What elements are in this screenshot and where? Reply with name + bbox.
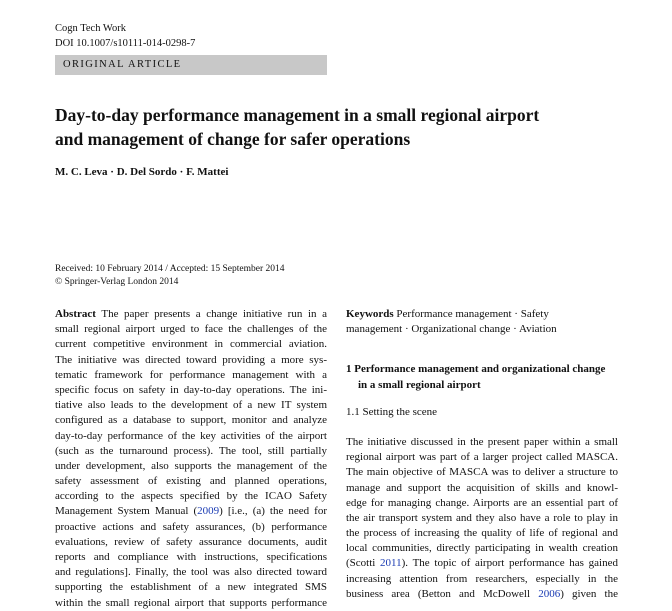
body-text xyxy=(346,435,618,602)
body-line: local communities, directly participating in wealth creation xyxy=(346,542,618,555)
abstract-line: reports and compliance with instructions, specifications xyxy=(55,551,327,563)
abstract-line: current competitive environment in commercial aviation. xyxy=(55,338,327,351)
keywords-heading: Keywords xyxy=(346,308,394,320)
abstract-text: Management System Manual ( xyxy=(55,505,198,518)
abstract-line: day-to-day performance of the key activities of the airport xyxy=(55,429,327,442)
abstract-line: under development, also supports the management of the xyxy=(55,459,327,472)
body-text-span: (Scotti xyxy=(346,557,381,570)
section-heading xyxy=(346,362,618,392)
abstract-line: according to the aspects specified by the ICAO Safety xyxy=(55,490,327,503)
author-list xyxy=(55,166,228,178)
abstract-text: ) [i.e., (a) the need for xyxy=(219,505,327,518)
subsection-heading xyxy=(346,405,618,420)
body-line: increasing attention from researchers, especially in the xyxy=(346,572,618,585)
author[interactable]: F. Mattei xyxy=(186,166,229,178)
author-separator: · xyxy=(176,166,187,178)
article-title xyxy=(55,103,615,151)
body-line: regional airport was part of a larger project called MASCA. xyxy=(346,451,618,464)
body-line: the process of increasing the quality of life of regional and xyxy=(346,527,618,540)
abstract-line: proactive actions and safety assurances, (b) performance xyxy=(55,520,327,533)
abstract-line: safety assessment of existing and planned operations, xyxy=(55,475,327,488)
abstract-line: tiative also leads to the development of a new IT system xyxy=(55,399,327,412)
citation-link[interactable]: 2009 xyxy=(197,505,220,518)
author-separator: · xyxy=(107,166,117,178)
abstract-line: specific focus on safety in day-to-day operations. The ini- xyxy=(55,383,327,396)
abstract-text: The paper presents a change initiative run in a xyxy=(95,308,327,320)
article-type-banner: ORIGINAL ARTICLE xyxy=(55,55,327,75)
section-title: 1 Performance management and organizational change xyxy=(346,363,606,376)
journal-name: Cogn Tech Work xyxy=(55,23,126,34)
right-column xyxy=(346,307,618,602)
body-line xyxy=(346,587,618,602)
abstract-line: The initiative was directed toward providing a more sys- xyxy=(55,353,327,366)
abstract-line: (such as the turnaround process). The tool, still partially xyxy=(55,444,327,457)
body-line: The initiative discussed in the present paper within a small xyxy=(346,435,618,448)
citation-link[interactable]: 2011 xyxy=(380,557,402,570)
abstract-line: supporting the establishment of a new integrated SMS xyxy=(55,581,327,594)
subsection-title: 1.1 Setting the scene xyxy=(346,405,438,418)
abstract-heading: Abstract xyxy=(55,308,96,320)
abstract-line: within the small regional airport that supports performance xyxy=(55,596,327,609)
copyright-notice: © Springer-Verlag London 2014 xyxy=(55,277,179,287)
keywords-line xyxy=(346,307,618,322)
abstract-line xyxy=(55,504,327,519)
publication-dates xyxy=(55,263,285,289)
author[interactable]: D. Del Sordo xyxy=(116,166,177,178)
journal-header xyxy=(55,21,195,51)
citation-link[interactable]: 2006 xyxy=(538,587,561,600)
body-line: the air transport system and they also have a role to play in xyxy=(346,511,618,524)
abstract-line: and regulations]. Finally, the tool was also directed toward xyxy=(55,566,327,579)
keywords-text: Performance management · Safety xyxy=(393,308,549,320)
keywords-line: management · Organizational change · Aviation xyxy=(346,323,557,336)
section-title: in a small regional airport xyxy=(358,378,481,391)
author[interactable]: M. C. Leva xyxy=(55,166,108,178)
abstract-line: evaluations, review of safety assurance documents, audit xyxy=(55,535,327,548)
received-accepted-dates: Received: 10 February 2014 / Accepted: 15 September 2014 xyxy=(55,264,285,274)
body-line: The main objective of MASCA was to deliver a structure to xyxy=(346,466,618,479)
body-text-span: ) given the xyxy=(560,587,618,600)
body-line xyxy=(346,556,618,571)
body-text-span: ). The topic of airport performance has gained xyxy=(401,557,618,570)
doi[interactable]: DOI 10.1007/s10111-014-0298-7 xyxy=(55,38,196,49)
title-line: Day-to-day performance management in a small regional airport xyxy=(55,105,540,125)
body-line: edge for managing change. Airports are an essential part of xyxy=(346,496,618,509)
abstract-line xyxy=(55,307,327,322)
abstract xyxy=(55,307,327,611)
abstract-line: small regional airport urged to face the challenges of the xyxy=(55,323,327,336)
body-line: manage and support the acquisition of skills and knowl- xyxy=(346,481,618,494)
title-line: and management of change for safer operations xyxy=(55,129,411,149)
abstract-line: configured as a database to support, monitor and analyze xyxy=(55,414,327,427)
body-text-span: business area (Betton and McDowell xyxy=(346,587,539,600)
keywords xyxy=(346,307,618,337)
abstract-line: tematic framework for performance management with a xyxy=(55,368,327,381)
